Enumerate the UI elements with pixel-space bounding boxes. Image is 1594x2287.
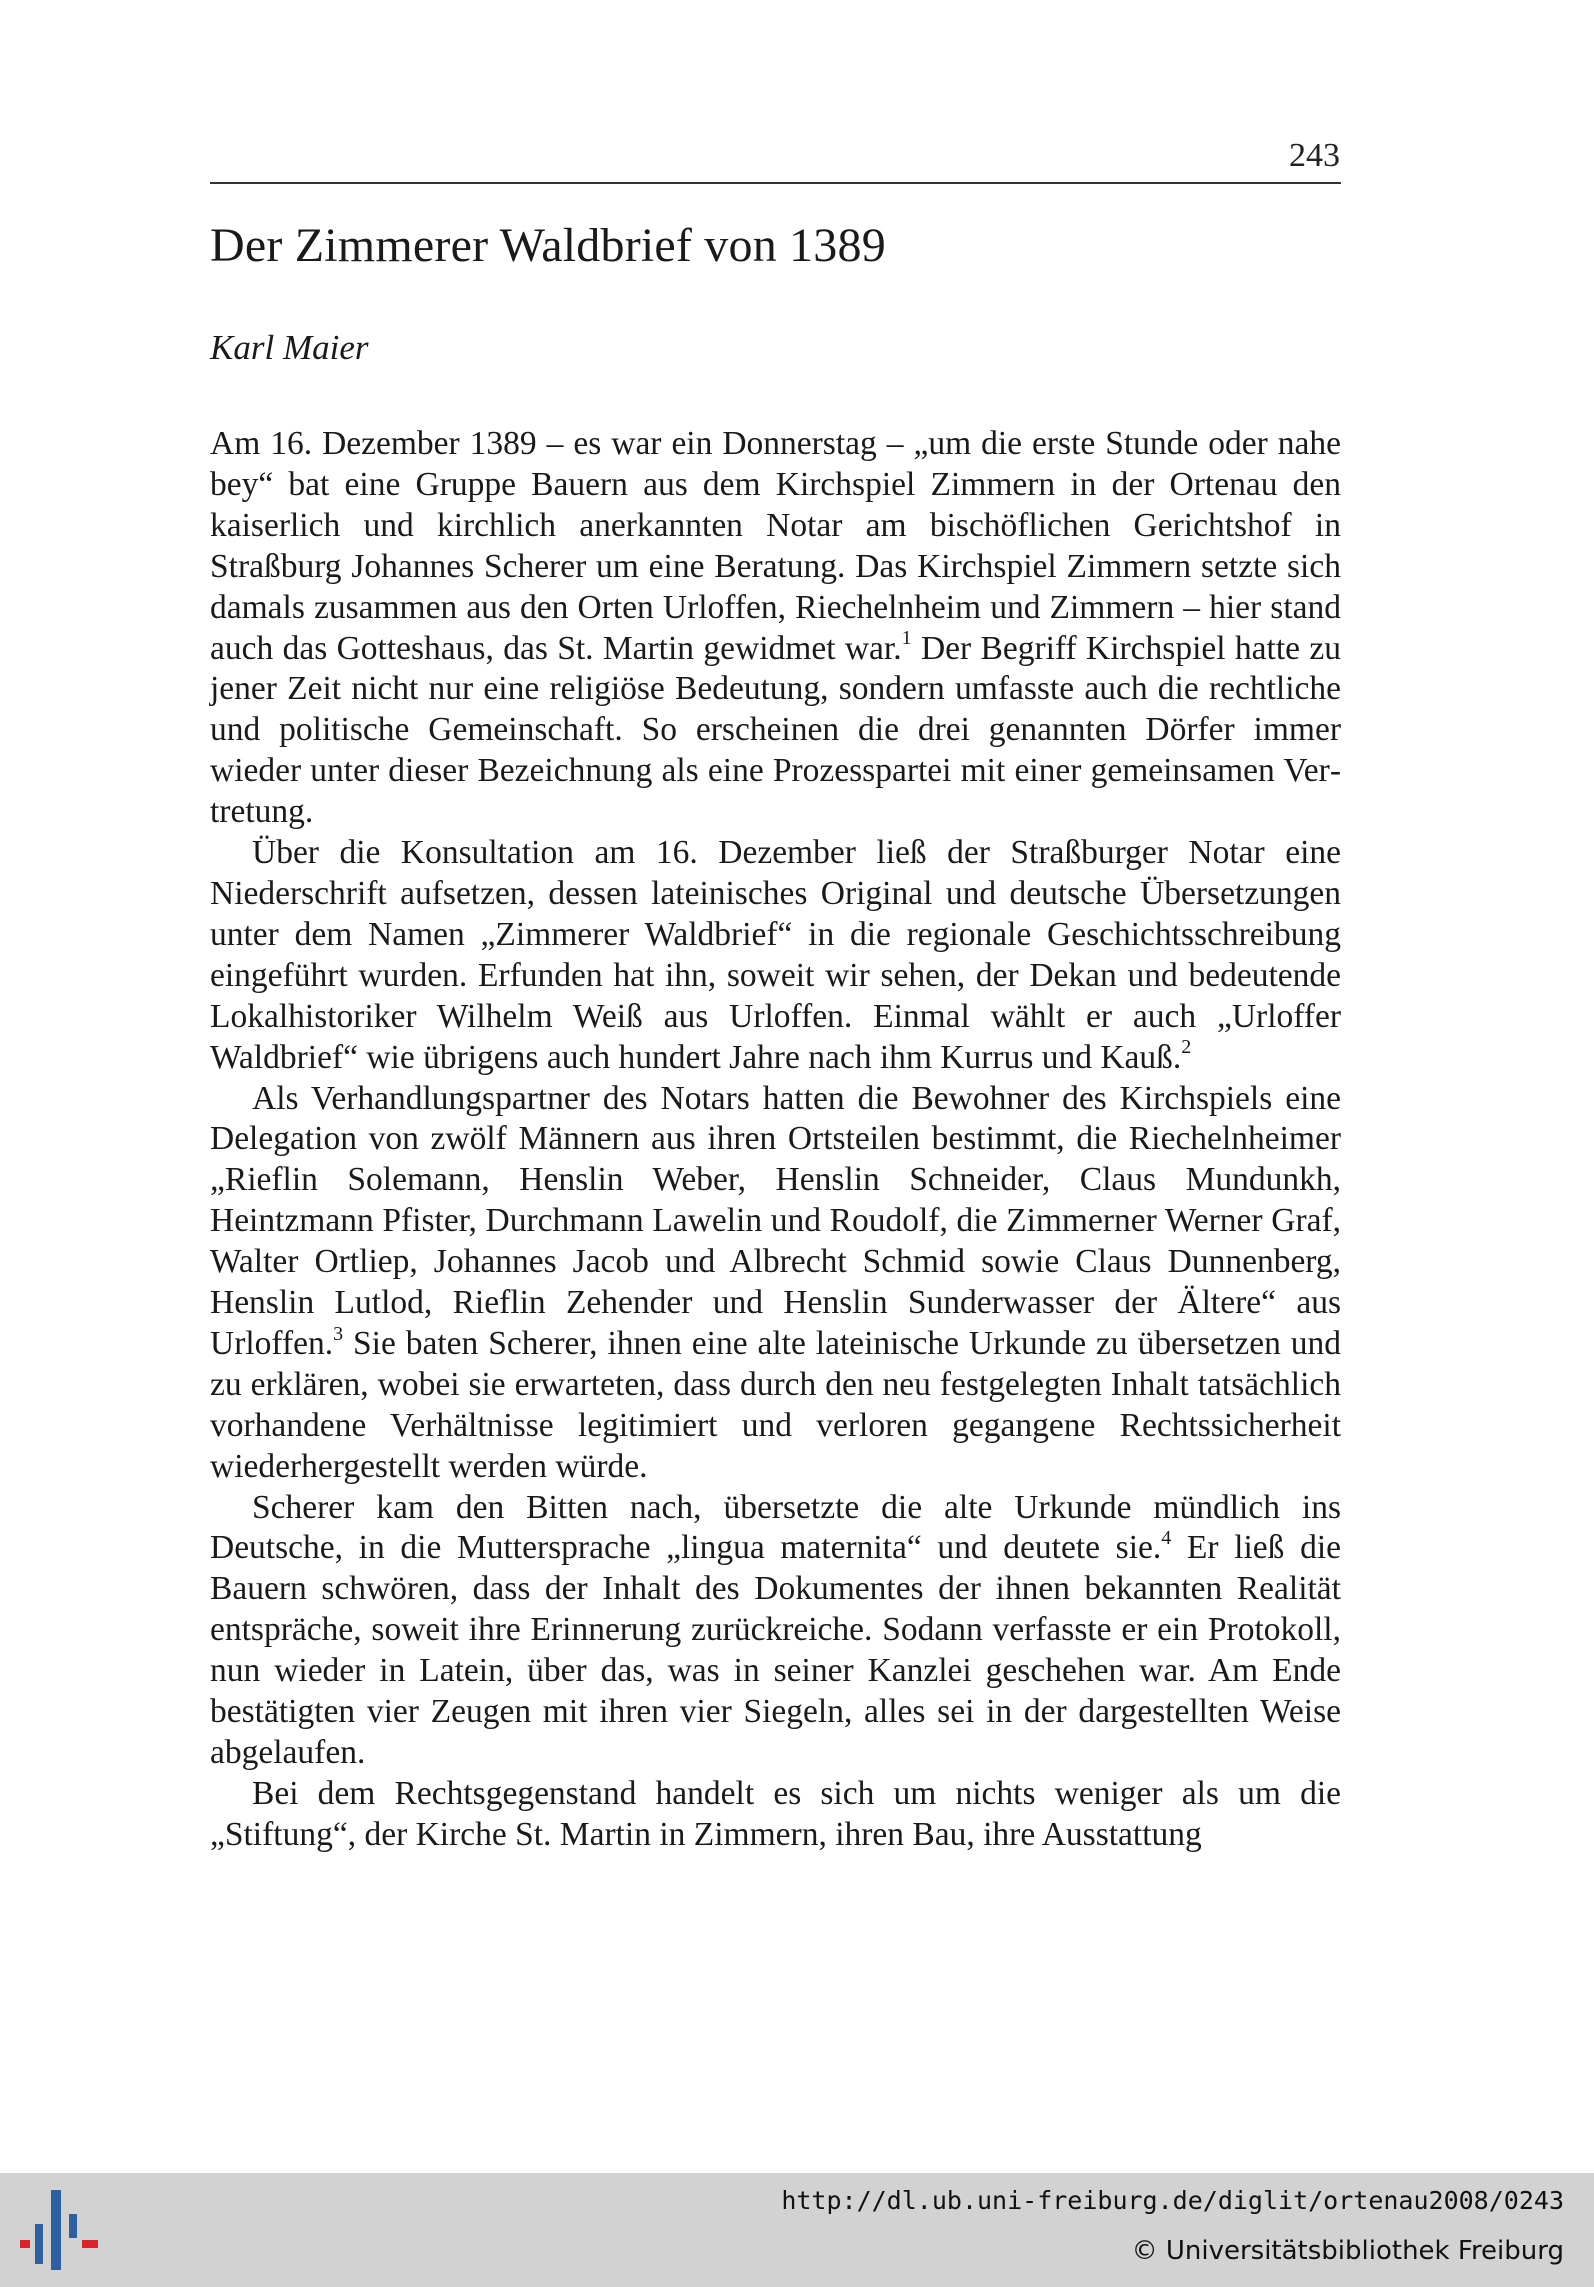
paragraph-text: Sie baten Scherer, ihnen eine alte lateinische Urkunde zu übersetzen und zu erklären, wobei sie erwarteten, dass durch den neu festgelegten Inhalt tatsächlich vorhandene Verhältnisse legitimiert und verloren gegangene Rechtssicherheit wiederhergestellt werden würde. [210, 1324, 1341, 1485]
paragraph-text: Über die Konsultation am 16. Dezember ließ der Straßburger Notar eine Niederschrift aufsetzen, dessen lateinisches Original und deutsche Übersetzungen unter dem Namen „Zimmerer Waldbrief“ in die regionale Geschichtsschreibung eingeführt wurden. Erfunden hat ihn, soweit wir sehen, der Dekan und bedeutende Lokalhistoriker Wilhelm Weiß aus Urloffen. Einmal wählt er auch „Urloffer Waldbrief“ wie übrigens auch hundert Jahre nach ihm Kurrus und Kauß. [210, 834, 1341, 1076]
paragraph-text: Als Verhandlungspartner des Notars hatten die Bewohner des Kirchspiels eine Delegation von zwölf Männern aus ihren Ortsteilen bestimmt, die Riechelnheimer „Rieflin Solemann, Henslin Weber, Henslin Schneider, Claus Mundunkh, Heintzmann Pfister, Durchmann Lawelin und Roudolf, die Zimmerner Werner Graf, Walter Ortliep, Johannes Jacob und Albrecht Schmid sowie Claus Dunnenberg, Henslin Lutlod, Rieflin Zehender und Henslin Sunderwasser der Ältere“ aus Urloffen. [210, 1079, 1341, 1362]
article-body [210, 424, 1341, 1856]
footer-copyright: © Universitätsbibliothek Freiburg [1131, 2236, 1564, 2266]
paragraph-text: Er ließ die Bauern schwören, dass der Inhalt des Dokumentes der ihnen bekannten Realität entspräche, soweit ihre Erinnerung zurückreiche. Sodann verfasste er ein Protokoll, nun wieder in Latein, über das, was in seiner Kanzlei geschehen war. Am Ende bestätigten vier Zeugen mit ihren vier Siegeln, alles sei in der dargestellten Weise abgelaufen. [210, 1529, 1341, 1771]
logo-bar [82, 2240, 98, 2248]
article-author: Karl Maier [210, 328, 369, 367]
footnote-marker: 2 [1181, 1036, 1192, 1059]
page-number: 243 [1289, 137, 1340, 174]
paragraph [210, 1079, 1341, 1488]
paragraph-text: Am 16. Dezember 1389 – es war ein Donnerstag – „um die erste Stunde oder nahe bey“ bat eine Gruppe Bauern aus dem Kirchspiel Zimmern in der Ortenau den kaiserlich und kirchlich anerkannten Notar am bischöflichen Gerichtshof in Straßburg Johannes Scherer um eine Beratung. Das Kirchspiel Zimmern setzte sich damals zusammen aus den Orten Urloffen, Riechelnheim und Zimmern – hier stand auch das Gotteshaus, das St. Martin gewidmet war. [210, 425, 1341, 667]
paragraph-text: Bei dem Rechtsgegenstand handelt es sich um nichts weniger als um die „Stiftung“, der Kirche St. Martin in Zimmern, ihren Bau, ihre Ausstattung [210, 1774, 1341, 1853]
paragraph [210, 1488, 1341, 1774]
logo-bar [51, 2190, 61, 2270]
paragraph [210, 424, 1341, 833]
logo-bar [35, 2224, 43, 2264]
header-rule [210, 182, 1341, 184]
library-logo-icon [20, 2188, 100, 2272]
paragraph [210, 1774, 1341, 1856]
paragraph-text: Der Begriff Kirchspiel hatte zu jener Zeit nicht nur eine religiöse Bedeutung, sondern umfasste auch die rechtliche und politische Gemeinschaft. So erscheinen die drei genannten Dörfer immer wieder unter dieser Bezeichnung als eine Prozesspartei mit einer gemeinsamen Vertretung. [210, 629, 1341, 831]
logo-bar [69, 2214, 77, 2238]
footnote-marker: 3 [333, 1322, 344, 1345]
paragraph-text: Scherer kam den Bitten nach, übersetzte die alte Urkunde mündlich ins Deutsche, in die Muttersprache „lingua maternita“ und deutete sie. [210, 1488, 1341, 1567]
footnote-marker: 4 [1161, 1527, 1172, 1550]
paragraph [210, 833, 1341, 1078]
footnote-marker: 1 [901, 627, 912, 650]
logo-bar [20, 2240, 30, 2248]
article-title: Der Zimmerer Waldbrief von 1389 [210, 219, 886, 272]
footer-url-link[interactable]: http://dl.ub.uni-freiburg.de/diglit/ortenau2008/0243 [781, 2186, 1564, 2215]
